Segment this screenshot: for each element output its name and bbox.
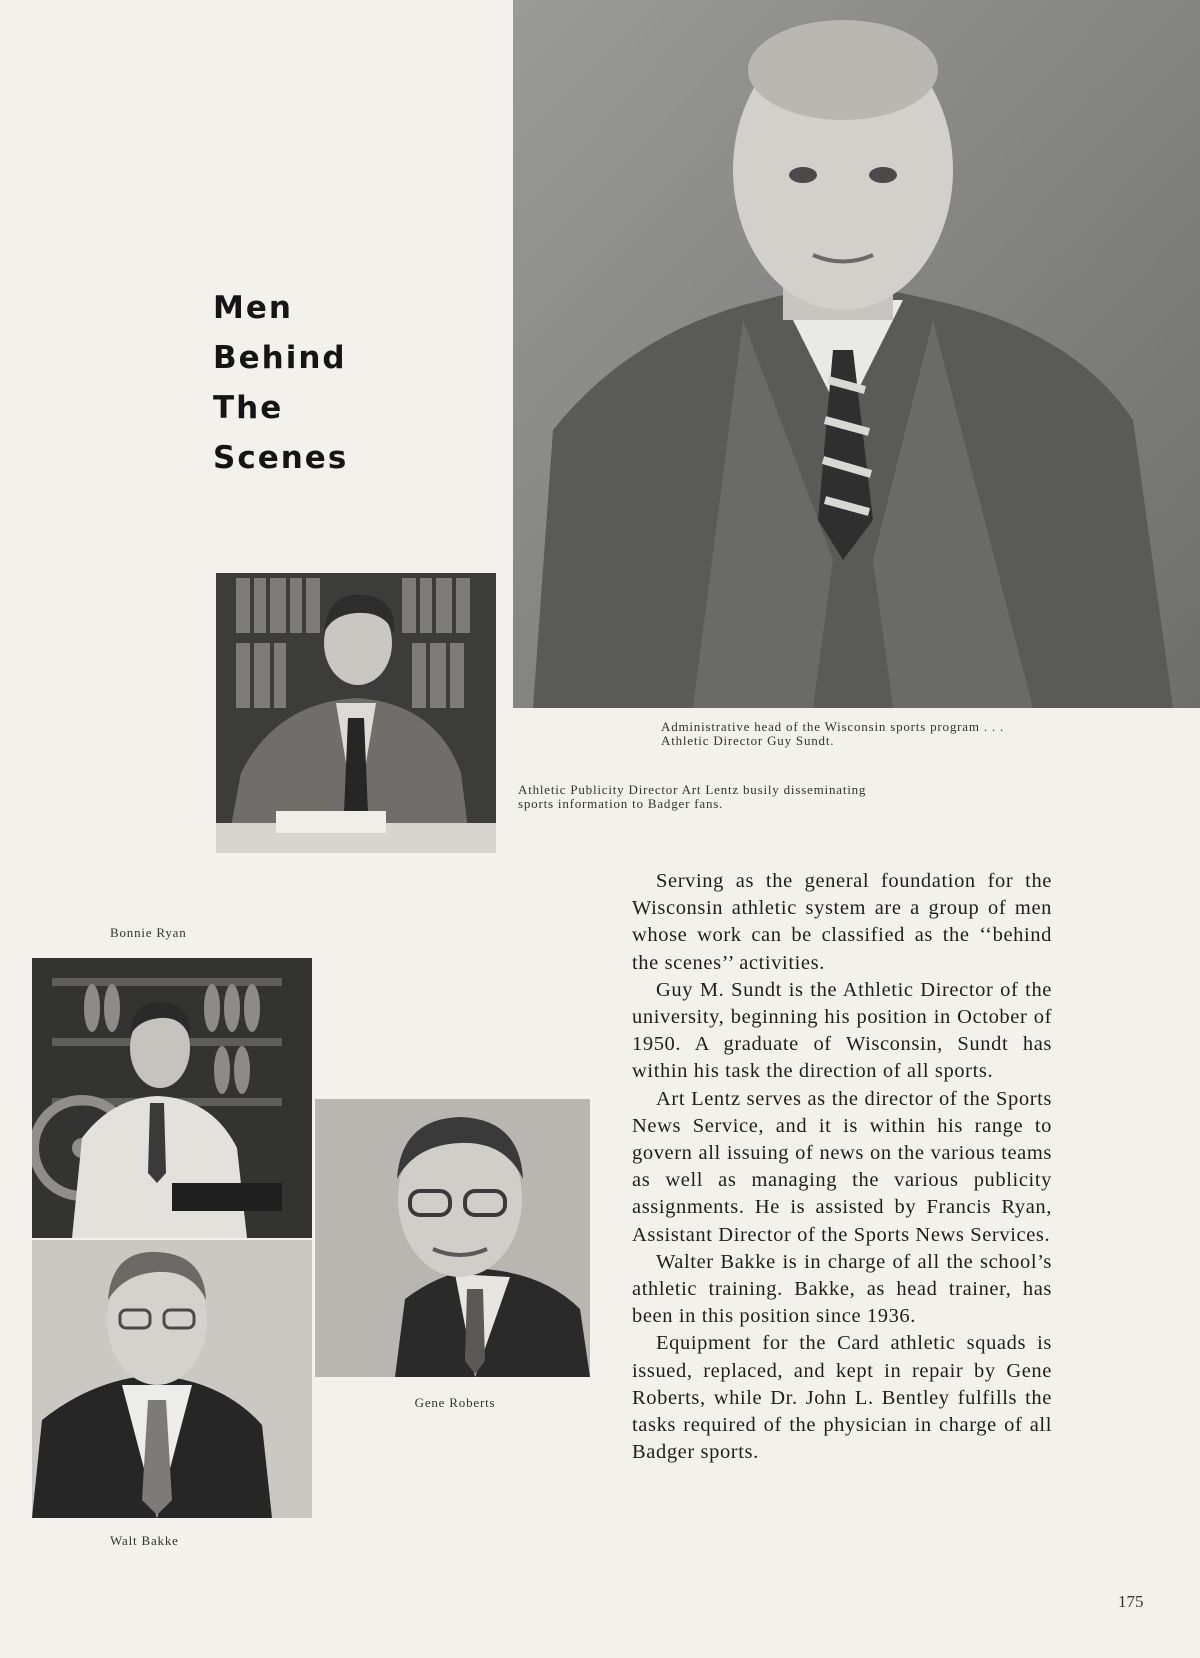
body-paragraph-1: Serving as the general foundation for the Wisconsin athletic system are a group of men whose work can be classified as the ‘‘behind the scenes’’ activities.: [632, 870, 1052, 974]
caption-gene-roberts: Gene Roberts: [414, 1395, 496, 1410]
photo-guy-sundt: [513, 0, 1200, 708]
title-line-2: Behind: [213, 340, 347, 376]
caption-walt-bakke: Walt Bakke: [110, 1533, 179, 1548]
title-line-3: The: [213, 390, 284, 426]
page-number: 175: [1118, 1592, 1144, 1611]
caption-art-lentz: Athletic Publicity Director Art Lentz busily disseminating sports information to Badger fans.: [518, 782, 867, 811]
body-paragraph-4: Walter Bakke is in charge of all the school’s athletic training. Bakke, as head trainer, has been in this position since 1936.: [632, 1250, 1052, 1328]
photo-gene-roberts: [315, 1099, 590, 1377]
photo-bonnie-ryan: [32, 958, 312, 1238]
caption-guy-sundt: Administrative head of the Wisconsin sports program . . . Athletic Director Guy Sundt.: [661, 719, 1005, 748]
page-title: [213, 283, 348, 483]
photo-walt-bakke: [32, 1240, 312, 1518]
caption-bonnie-ryan: Bonnie Ryan: [110, 925, 187, 940]
title-line-1: Men: [213, 290, 293, 326]
body-paragraph-2: Guy M. Sundt is the Athletic Director of the university, beginning his position in October of 1950. A graduate of Wisconsin, Sundt has within his task the direction of all sports.: [632, 978, 1052, 1083]
body-paragraph-3: Art Lentz serves as the director of the Sports News Service, and it is within his range to govern all issuing of news on the various teams as well as managing the various publicity assignments. He is assisted by Francis Ryan, Assistant Director of the Sports News Services.: [632, 1087, 1052, 1246]
photo-art-lentz: [216, 573, 496, 853]
title-line-4: Scenes: [213, 440, 349, 476]
article-body: [632, 868, 1052, 1466]
body-paragraph-5: Equipment for the Card athletic squads is issued, replaced, and kept in repair by Gene Roberts, while Dr. John L. Bentley fulfills the tasks required of the physician in charge of all Badger sports.: [632, 1332, 1052, 1464]
